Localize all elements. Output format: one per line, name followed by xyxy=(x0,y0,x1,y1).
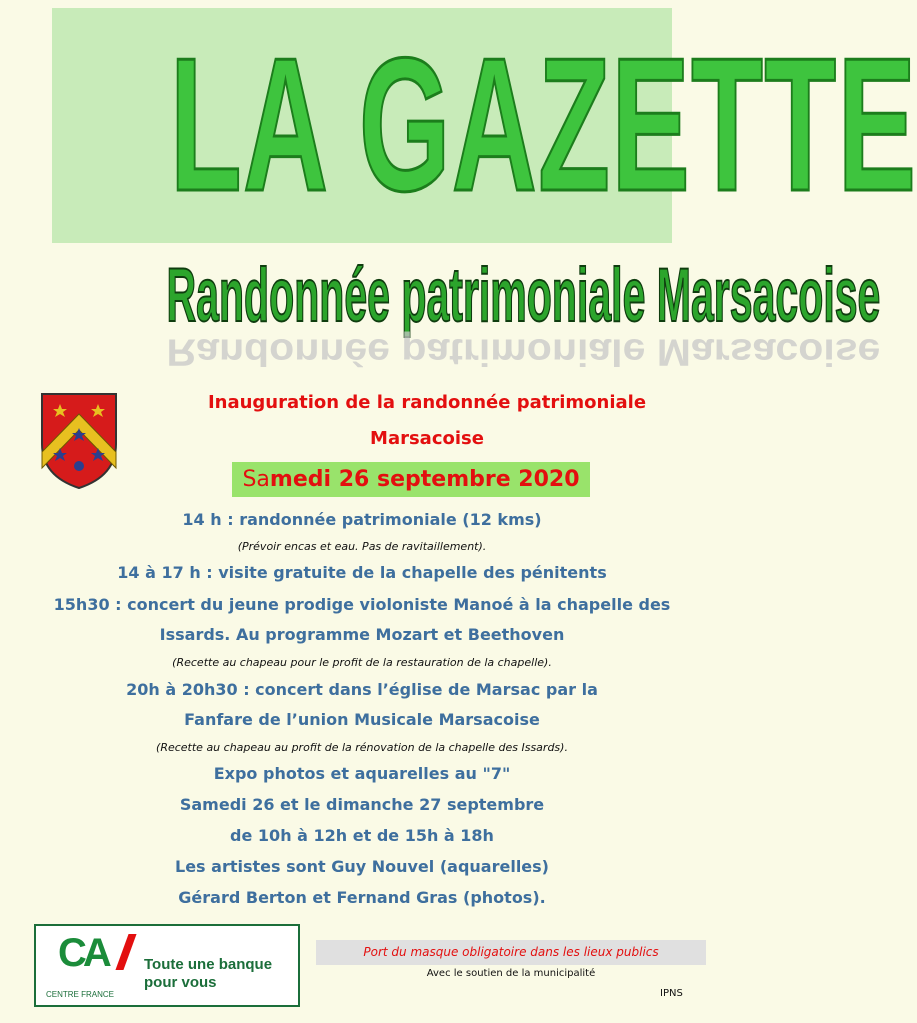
program-note: (Recette au chapeau pour le profit de la restauration de la chapelle). xyxy=(172,656,552,669)
program-line: 20h à 20h30 : concert dans l’église de Marsac par la xyxy=(126,680,598,699)
logo-red-stroke-icon xyxy=(115,934,136,970)
subtitle-block xyxy=(0,246,881,374)
subtitle-reflection: Randonnée patrimoniale Marsacoise xyxy=(166,331,881,374)
program-note: (Recette au chapeau au profit de la rénovation de la chapelle des Issards). xyxy=(156,741,568,754)
date-rest: medi 26 septembre 2020 xyxy=(269,467,580,492)
coat-of-arms-icon xyxy=(40,392,118,490)
program-line: Fanfare de l’union Musicale Marsacoise xyxy=(184,710,540,729)
program-line: de 10h à 12h et de 15h à 18h xyxy=(230,826,494,845)
event-date xyxy=(232,462,590,497)
program-line: Expo photos et aquarelles au "7" xyxy=(213,764,511,783)
sponsor-logo: CA xyxy=(58,931,108,975)
program-line: 14 h : randonnée patrimoniale (12 kms) xyxy=(182,510,542,529)
program-note: (Prévoir encas et eau. Pas de ravitaillement). xyxy=(237,540,487,553)
program-line: Samedi 26 et le dimanche 27 septembre xyxy=(179,795,545,814)
support-text: Avec le soutien de la municipalité xyxy=(426,968,596,979)
program-line: 14 à 17 h : visite gratuite de la chapelle des pénitents xyxy=(117,563,607,582)
program-line: Gérard Berton et Fernand Gras (photos). xyxy=(178,888,546,907)
subtitle: Randonnée patrimoniale Marsacoise xyxy=(166,253,881,338)
sponsor-tagline-1: Toute une banque xyxy=(144,956,273,973)
sponsor-tagline-2: pour vous xyxy=(144,974,217,991)
sponsor-region: CENTRE FRANCE xyxy=(46,990,115,999)
masthead-title: LA GAZETTE xyxy=(169,19,917,231)
program-line: Les artistes sont Guy Nouvel (aquarelles) xyxy=(175,857,549,876)
program-line: Issards. Au programme Mozart et Beethoven xyxy=(159,625,565,644)
intro-line-1: Inauguration de la randonnée patrimoniale xyxy=(207,392,647,413)
program-line: 15h30 : concert du jeune prodige violoniste Manoé à la chapelle des xyxy=(53,595,671,614)
masthead xyxy=(52,8,917,243)
intro-line-2: Marsacoise xyxy=(370,428,484,449)
mask-notice: Port du masque obligatoire dans les lieux publics xyxy=(316,940,706,965)
sponsor-ad xyxy=(34,924,300,1007)
ipns-label: IPNS xyxy=(660,988,683,999)
date-prefix: Sa xyxy=(242,467,270,492)
